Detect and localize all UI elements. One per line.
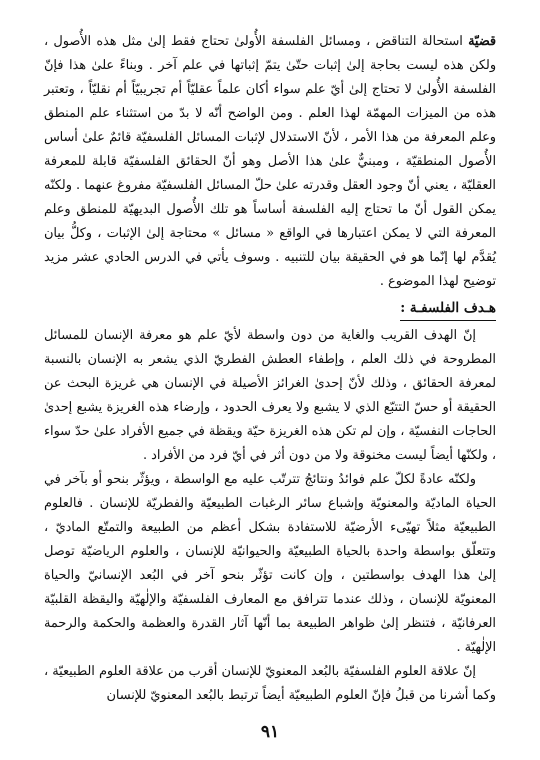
paragraph-1-text: استحالة التناقض ، ومسائل الفلسفة الأُولىٰ تحتاج فقط إلىٰ مثل هذه الأُصول ، ولكن هذه ليست بحاجة إلىٰ إثبات حتّىٰ يتمّ إثباتها في علم آخر . وبناءً علىٰ هذا فإنّ الفلسفة الأُولىٰ لا تحتاج إلىٰ أيّ علم سواء أكان علماً عقليّاً أم تجريبيّاً أم نقليّاً ، وتعتبر هذه من الميزات المهمّة لهذا العلم . ومن الواضح أنّه لا بدّ من استثناء علم المنطق وعلم المعرفة من هذا الأمر ، لأنّ الاستدلال لإثبات المسائل الفلسفيّة قائمٌ علىٰ أساس الأُصول المنطقيّة ، ومبنيٌّ علىٰ هذا الأصل وهو أنّ الحقائق الفلسفيّة قابلة للمعرفة العقليّة ، يعني أنّ وجود العقل وقدرته علىٰ حلّ المسائل الفلسفيّة مفروغ عنهما . ولكنّه يمكن القول أنّ ما تحتاج إليه الفلسفة أساساً هو تلك الأُصول البديهيّة للمنطق وعلم المعرفة التي لا يمكن اعتبارها في الواقع « مسائل » محتاجة إلىٰ الإثبات ، وكلُّ بيان يُقدَّم لها إنّما هو في الحقيقة بيان للتنبيه . وسوف يأتي في الدرس الحادي عشر مزيد توضيح لهذا الموضوع . [44,34,496,289]
paragraph-4: إنّ علاقة العلوم الفلسفيّة بالبُعد المعنويّ للإنسان أقرب من علاقة العلوم الطبيعيّة ، وكما أشرنا من قبلُ فإنّ العلوم الطبيعيّة أيضاً ترتبط بالبُعد المعنويّ للإنسان [44,664,496,703]
page-number: ٩١ [260,722,280,742]
section-heading: هـدف الفلسفـة : [400,297,496,321]
section-heading-wrap [44,297,496,324]
paragraph-1 [44,30,496,294]
paragraph-2: إنّ الهدف القريب والغاية من دون واسطة لأيّ علم هو معرفة الإنسان للمسائل المطروحة في ذلك العلم ، وإطفاء العطش الفطريّ الذي يشعر به الإنسان بالنسبة لمعرفة الحقائق ، وذلك لأنّ إحدىٰ الغرائز الأصيلة في الإنسان هي غريزة البحث عن الحقيقة أو حسّ التتبّع الذي لا يشبع ولا يعرف الحدود ، وإرضاء هذه الغريزة يشبع إحدىٰ الحاجات النفسيّة ، وإن لم تكن هذه الغريزة حيّة ويقظة في جميع الأفراد علىٰ حدّ سواء ، ولكنّها أيضاً ليست مخنوقة ولا من دون أثر في أيّ فرد من الأفراد . [44,328,496,463]
paragraph-1-keyword: قضيّة [468,34,496,49]
paragraph-3: ولكنّه عادةً لكلّ علم فوائدُ ونتائجُ تترتّب عليه مع الواسطة ، ويؤثّر بنحو أو بآخر في الحياة الماديّة والمعنويّة وإشباع سائر الرغبات الطبيعيّة والفطريّة للإنسان . فالعلوم الطبيعيّة مثلاً تهيّىء الأرضيّة للاستفادة بشكل أعظم من الطبيعة والتمتّع الماديّ ، وتتعلّق بواسطة واحدة بالحياة الطبيعيّة والحيوانيّة للإنسان ، والعلوم الرياضيّة توصل إلىٰ هذا الهدف بواسطتين ، وإن كانت تؤثّر بنحو آخر في البُعد الإنسانيّ والحياة المعنويّة للإنسان ، وذلك عندما تترافق مع المعارف الفلسفيّة والإلٰهيّة واليقظة القلبيّة العرفانيّة ، فتنظر إلىٰ ظواهر الطبيعة بما أنّها آثار القدرة والعظمة والحكمة والرحمة الإلٰهيّة . [44,472,496,655]
